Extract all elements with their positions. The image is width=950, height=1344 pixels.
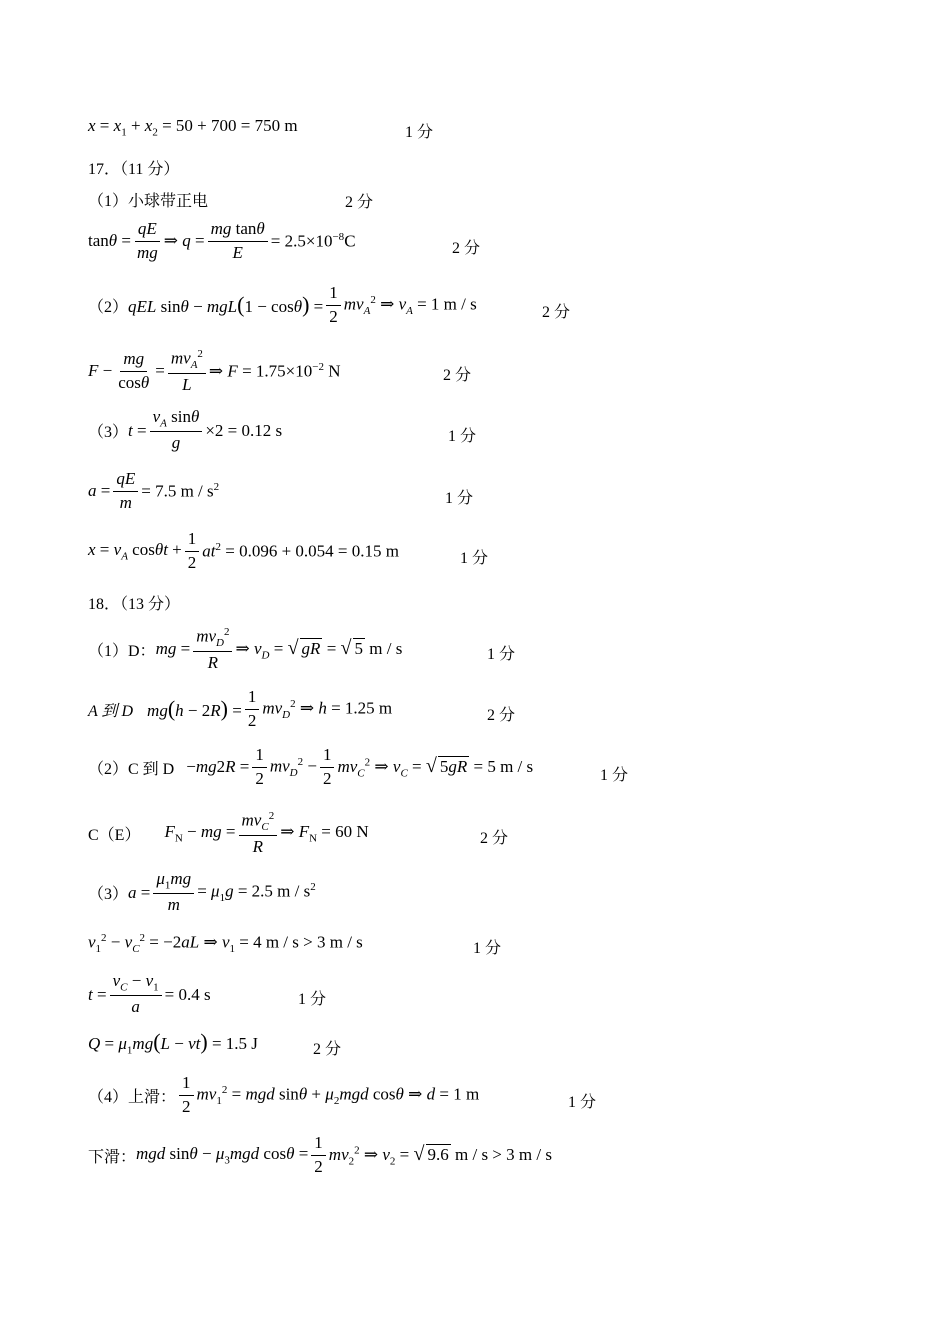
equation-line: $Q = \mu_1mg(L - vt) = 1.5$ J [88,1029,258,1057]
step-label: （1）小球带正电 [88,193,209,210]
points-label: 1 分 [473,940,502,957]
points-label: 1 分 [600,767,629,784]
equation-line: tanθ = $\frac{qE}{mg}$ ⇒ q = $\frac{\text{mg tanθ}}{E}$ = $2.5\times 10^{-8}C$ [88,219,356,262]
equation-line: C（E） $F_N$ − mg = $\frac{mv_C^2}{R}$ ⇒ $F_N = 60$ N [88,810,369,857]
question-heading-text: 18．（13 分） [88,596,181,613]
equation-line: （3） a = $\frac{\mu_1mg}{m}$ = $\mu_1g = 2.5$ m / $s^2$ [88,869,316,915]
points-label: 2 分 [487,707,516,724]
equation-line: （4）上滑： $\frac{1}{2}$ $mv_1^2$ = mgd $\sin\theta + \mu_2mgd$ cosθ ⇒ d = 1 m [88,1073,480,1116]
step-label: （1）D： [88,642,156,660]
equation-line: $v_1^2 - v_C^2 = -2aL$ ⇒ $v_1 = 4$ m / s > 3 m / s [88,932,363,956]
equation-line: $x = x_1 + x_2 = 50 + 700 = 750$ m [88,116,298,139]
step-label: （2） [88,298,129,316]
step-label: （4）上滑： [88,1088,177,1106]
points-label: 1 分 [405,124,434,141]
points-label: 2 分 [443,367,472,384]
points-label: 1 分 [445,490,474,507]
equation-line: $x = v_A$ cosθt + $\frac{1}{2}$ $at^2 = 0.096 + 0.054 = 0.15$ m [88,529,399,572]
equation-line: F − $\frac{mg}{\cos\theta}$ = $\frac{mv_A^2}{L}$ ⇒ $F = 1.75\times 10^{-2}$ N [88,348,341,395]
equation-line: t = $\frac{v_C - v_1}{a}$ = 0.4 s [88,971,211,1017]
equation-line: （1）D： mg = $\frac{mv_D^2}{R}$ ⇒ $v_D$ = √ gR = √ 5 m / s [88,626,403,673]
equation-line: 下滑： mgd $\sin\theta - \mu_3mgd$ cosθ = $\frac{1}{2}$ $mv_2^2$ ⇒ $v_2$ = √ 9.6 m / s > 3 m / s [88,1133,552,1176]
step-label: （3） [88,424,129,442]
equation-line [88,188,208,211]
equation-line: （3） t = $\frac{v_A \sin\theta}{g}$ ×2 = 0.12 s [88,407,283,453]
equation-line: （2） qEL sinθ − mgL(1 − cosθ) = $\frac{1}{2}$ $mv_A^2$ ⇒ $v_A = 1$ m / s [88,283,477,326]
points-label: 1 分 [448,428,477,445]
points-label: 2 分 [480,830,509,847]
step-label: A 到 D [88,702,134,720]
points-label: 2 分 [345,194,374,211]
step-label: （2）C 到 D [88,760,175,778]
points-label: 2 分 [542,304,571,321]
step-label: C（E） [88,826,141,844]
points-label: 2 分 [452,240,481,257]
points-label: 1 分 [460,550,489,567]
points-label: 1 分 [487,646,516,663]
points-label: 1 分 [568,1094,597,1111]
question-heading [88,156,179,179]
points-label: 1 分 [298,991,327,1008]
step-label: （3） [88,886,129,904]
step-label: 下滑： [88,1148,137,1166]
points-label: 2 分 [313,1041,342,1058]
question-heading-text: 17．（11 分） [88,161,180,178]
equation-line: A 到 D mg(h − 2R) = $\frac{1}{2}$ $mv_D^2$ ⇒ h = 1.25 m [88,687,393,730]
question-heading [88,591,180,614]
equation-line: a = $\frac{qE}{m}$ = 7.5 m / $s^2$ [88,469,220,512]
equation-line: （2）C 到 D −mg2R = $\frac{1}{2}$ $mv_D^2$ − $\frac{1}{2}$ $mv_C^2$ ⇒ $v_C$ = √ 5gR = 5 m / s [88,745,534,788]
